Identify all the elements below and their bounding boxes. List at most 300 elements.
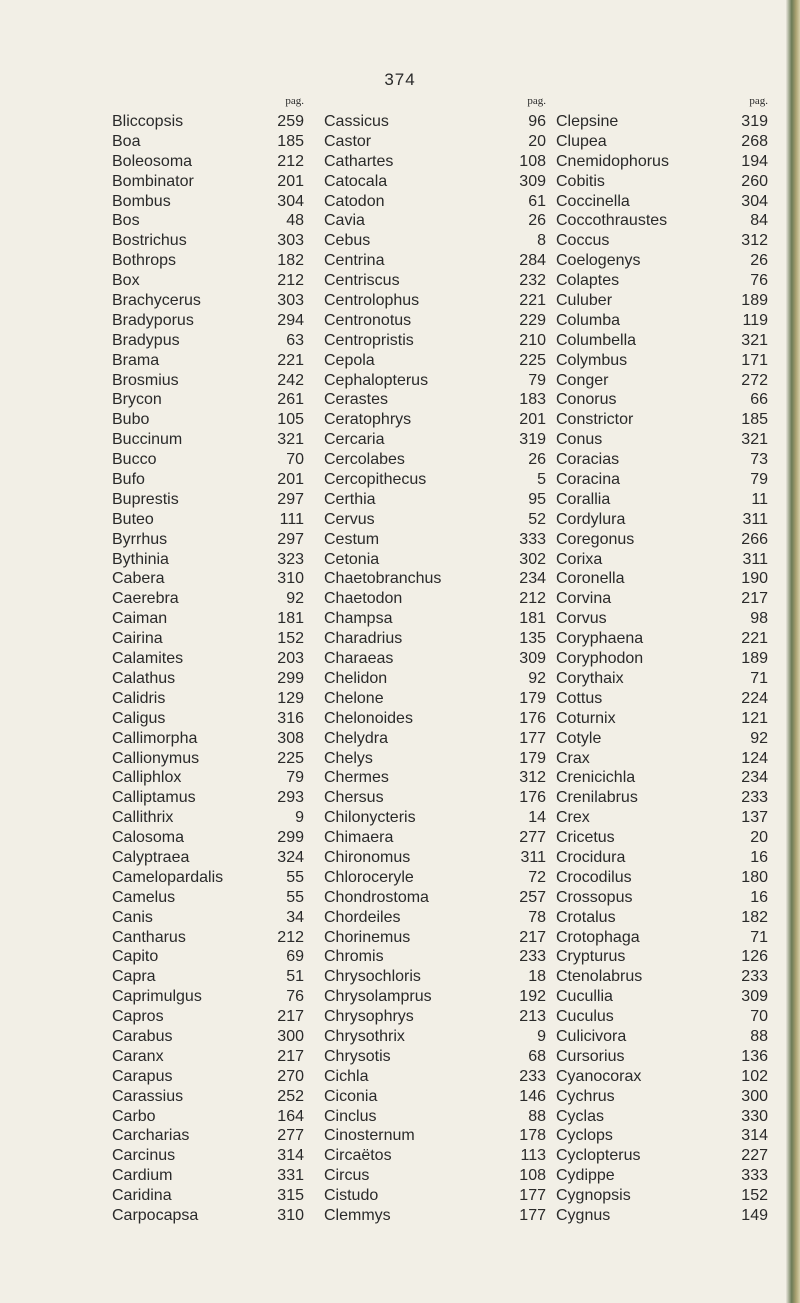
index-entry <box>112 649 304 669</box>
entry-page: 217 <box>277 1047 304 1065</box>
entry-name: Boleosoma <box>112 152 193 170</box>
index-entry <box>324 888 546 908</box>
entry-name: Bradypus <box>112 331 180 349</box>
entry-page: 177 <box>519 1206 546 1224</box>
index-entry <box>324 172 546 192</box>
entry-name: Carbo <box>112 1107 156 1125</box>
index-entry <box>556 1166 768 1186</box>
index-entry <box>556 609 768 629</box>
entry-page: 321 <box>741 331 768 349</box>
index-entry <box>112 947 304 967</box>
entry-name: Champsa <box>324 610 393 628</box>
entry-name: Chironomus <box>324 848 411 866</box>
entry-name: Corvus <box>556 610 607 628</box>
index-entry <box>324 490 546 510</box>
entry-page: 321 <box>277 431 304 449</box>
entry-page: 8 <box>537 232 546 250</box>
entry-name: Constrictor <box>556 411 634 429</box>
index-entry <box>556 848 768 868</box>
index-entry <box>556 928 768 948</box>
entry-name: Charaeas <box>324 650 394 668</box>
entry-page: 312 <box>519 769 546 787</box>
entry-name: Brosmius <box>112 371 179 389</box>
entry-name: Cassicus <box>324 113 389 130</box>
entry-page: 234 <box>519 570 546 588</box>
entry-name: Cardium <box>112 1167 173 1185</box>
entry-name: Carcinus <box>112 1147 176 1165</box>
entry-page: 252 <box>277 1087 304 1105</box>
entry-page: 5 <box>537 471 546 489</box>
entry-name: Cabera <box>112 570 165 588</box>
index-entry <box>556 689 768 709</box>
entry-page: 333 <box>519 530 546 548</box>
index-entry <box>112 172 304 192</box>
entry-name: Caranx <box>112 1047 164 1065</box>
entry-name: Centronotus <box>324 311 412 329</box>
index-entry <box>556 390 768 410</box>
index-entry <box>556 749 768 769</box>
entry-name: Bradyporus <box>112 311 194 329</box>
entry-page: 293 <box>277 789 304 807</box>
index-entry <box>324 1087 546 1107</box>
index-entry <box>112 669 304 689</box>
index-entry <box>112 808 304 828</box>
page-edge <box>786 0 800 1303</box>
entry-page: 88 <box>750 1027 768 1045</box>
entry-name: Coryphodon <box>556 650 644 668</box>
index-entry <box>324 709 546 729</box>
entry-name: Cairina <box>112 630 163 648</box>
entry-page: 9 <box>537 1027 546 1045</box>
entry-page: 225 <box>519 351 546 369</box>
entry-page: 212 <box>277 152 304 170</box>
index-entry <box>556 291 768 311</box>
entry-name: Chrysotis <box>324 1047 391 1065</box>
entry-page: 221 <box>277 351 304 369</box>
entry-page: 55 <box>286 868 304 886</box>
entry-page: 330 <box>741 1107 768 1125</box>
entry-page: 14 <box>528 809 546 827</box>
entry-name: Coturnix <box>556 709 616 727</box>
entry-page: 177 <box>519 729 546 747</box>
index-entry <box>324 928 546 948</box>
entry-page: 233 <box>519 948 546 966</box>
entry-page: 217 <box>277 1008 304 1026</box>
index-entry <box>556 192 768 212</box>
entry-name: Cepola <box>324 351 375 369</box>
entry-page: 229 <box>519 311 546 329</box>
pag-label: pag. <box>749 95 768 107</box>
entry-name: Box <box>112 272 140 290</box>
entry-page: 16 <box>750 848 768 866</box>
entry-name: Chrysothrix <box>324 1027 405 1045</box>
entry-name: Calliphlox <box>112 769 182 787</box>
entry-page: 176 <box>519 789 546 807</box>
entry-page: 18 <box>528 968 546 986</box>
entry-name: Circus <box>324 1167 370 1185</box>
entry-name: Caerebra <box>112 590 179 608</box>
entry-page: 319 <box>519 431 546 449</box>
index-entry <box>112 192 304 212</box>
index-entry <box>112 609 304 629</box>
entry-name: Brachycerus <box>112 292 201 310</box>
page-number: 374 <box>384 70 416 89</box>
index-entry <box>324 729 546 749</box>
entry-page: 126 <box>741 948 768 966</box>
entry-page: 224 <box>741 689 768 707</box>
entry-name: Cichla <box>324 1067 369 1085</box>
entry-page: 136 <box>741 1047 768 1065</box>
index-entry <box>324 251 546 271</box>
entry-name: Corythaix <box>556 669 624 687</box>
entry-name: Culuber <box>556 292 613 310</box>
entry-page: 314 <box>741 1127 768 1145</box>
index-entry <box>112 390 304 410</box>
entry-page: 92 <box>286 590 304 608</box>
index-entry <box>556 908 768 928</box>
entry-page: 270 <box>277 1067 304 1085</box>
entry-page: 66 <box>750 391 768 409</box>
entry-page: 135 <box>519 630 546 648</box>
index-entry <box>556 371 768 391</box>
entry-name: Carcharias <box>112 1127 190 1145</box>
entry-page: 234 <box>741 769 768 787</box>
index-entry <box>324 689 546 709</box>
entry-page: 137 <box>741 809 768 827</box>
entry-name: Capros <box>112 1008 164 1026</box>
entry-page: 111 <box>279 510 304 528</box>
entry-name: Chermes <box>324 769 389 787</box>
entry-page: 181 <box>519 610 546 628</box>
index-entry <box>112 1107 304 1127</box>
entry-name: Bombus <box>112 192 171 210</box>
index-entry <box>556 152 768 172</box>
entry-page: 315 <box>277 1187 304 1205</box>
entry-name: Chordeiles <box>324 908 401 926</box>
entry-name: Crax <box>556 749 590 767</box>
entry-name: Brama <box>112 351 160 369</box>
entry-page: 102 <box>741 1067 768 1085</box>
entry-page: 309 <box>741 988 768 1006</box>
entry-page: 48 <box>286 212 304 230</box>
entry-page: 16 <box>750 888 768 906</box>
index-entry <box>324 1067 546 1087</box>
entry-page: 303 <box>277 292 304 310</box>
index-entry <box>324 1206 546 1226</box>
index-entry <box>324 211 546 231</box>
entry-name: Calosoma <box>112 829 185 847</box>
index-entry <box>324 768 546 788</box>
index-entry <box>324 1166 546 1186</box>
entry-name: Coronella <box>556 570 625 588</box>
entry-page: 70 <box>286 451 304 469</box>
index-entry <box>112 331 304 351</box>
index-entry <box>556 251 768 271</box>
entry-name: Capito <box>112 948 159 966</box>
entry-name: Cavia <box>324 212 365 230</box>
index-entry <box>324 450 546 470</box>
entry-name: Bufo <box>112 471 145 489</box>
entry-name: Chelidon <box>324 669 388 687</box>
entry-name: Centrolophus <box>324 292 420 310</box>
entry-page: 261 <box>277 391 304 409</box>
entry-page: 300 <box>741 1087 768 1105</box>
entry-name: Cantharus <box>112 928 186 946</box>
entry-page: 20 <box>528 132 546 150</box>
entry-name: Chaetodon <box>324 590 403 608</box>
entry-page: 152 <box>741 1187 768 1205</box>
entry-name: Cobitis <box>556 172 605 190</box>
entry-page: 71 <box>750 928 768 946</box>
entry-name: Caprimulgus <box>112 988 202 1006</box>
index-entry <box>556 788 768 808</box>
entry-page: 309 <box>519 172 546 190</box>
entry-page: 164 <box>277 1107 304 1125</box>
entry-page: 311 <box>520 848 546 866</box>
entry-page: 201 <box>277 172 304 190</box>
index-entry <box>112 749 304 769</box>
index-entry <box>324 669 546 689</box>
index-entry <box>112 729 304 749</box>
entry-name: Colymbus <box>556 351 628 369</box>
index-entry <box>324 848 546 868</box>
entry-page: 233 <box>741 968 768 986</box>
index-entry <box>556 510 768 530</box>
entry-page: 185 <box>741 411 768 429</box>
entry-name: Coracina <box>556 471 621 489</box>
entry-name: Certhia <box>324 490 376 508</box>
entry-name: Calyptraea <box>112 848 190 866</box>
entry-name: Ceratophrys <box>324 411 412 429</box>
index-entry <box>324 351 546 371</box>
entry-name: Cursorius <box>556 1047 625 1065</box>
index-entry <box>556 808 768 828</box>
entry-name: Cordylura <box>556 510 626 528</box>
entry-page: 233 <box>741 789 768 807</box>
entry-name: Ctenolabrus <box>556 968 643 986</box>
entry-name: Chloroceryle <box>324 868 414 886</box>
entry-page: 84 <box>750 212 768 230</box>
entry-page: 176 <box>519 709 546 727</box>
entry-page: 257 <box>519 888 546 906</box>
entry-name: Bombinator <box>112 172 194 190</box>
index-entry <box>112 430 304 450</box>
entry-page: 210 <box>519 331 546 349</box>
index-entry <box>324 550 546 570</box>
entry-name: Bos <box>112 212 140 230</box>
entry-page: 152 <box>277 630 304 648</box>
entry-name: Buprestis <box>112 490 179 508</box>
index-entry <box>556 1067 768 1087</box>
index-entry <box>556 172 768 192</box>
entry-name: Centriscus <box>324 272 400 290</box>
index-entry <box>556 1107 768 1127</box>
entry-page: 113 <box>520 1147 546 1165</box>
entry-name: Charadrius <box>324 630 403 648</box>
entry-name: Chelone <box>324 689 384 707</box>
entry-name: Buteo <box>112 510 154 528</box>
index-entry <box>112 848 304 868</box>
entry-page: 212 <box>519 590 546 608</box>
entry-page: 76 <box>286 988 304 1006</box>
entry-name: Centropristis <box>324 331 414 349</box>
entry-name: Coccus <box>556 232 610 250</box>
index-entry <box>324 967 546 987</box>
index-entry <box>556 351 768 371</box>
index-entry <box>324 510 546 530</box>
entry-page: 63 <box>286 331 304 349</box>
entry-page: 311 <box>742 510 768 528</box>
index-entry <box>324 749 546 769</box>
index-entry <box>324 331 546 351</box>
entry-name: Callionymus <box>112 749 200 767</box>
index-entry <box>112 1027 304 1047</box>
entry-page: 260 <box>741 172 768 190</box>
entry-name: Coryphaena <box>556 630 644 648</box>
entry-name: Culicivora <box>556 1027 627 1045</box>
index-column-1 <box>112 95 304 1226</box>
entry-name: Bostrichus <box>112 232 187 250</box>
entry-page: 266 <box>741 530 768 548</box>
index-entry <box>556 410 768 430</box>
entry-name: Carabus <box>112 1027 173 1045</box>
index-entry <box>556 868 768 888</box>
index-entry <box>324 609 546 629</box>
index-entry <box>556 112 768 132</box>
entry-name: Cydippe <box>556 1167 615 1185</box>
index-entry <box>112 1126 304 1146</box>
index-entry <box>556 589 768 609</box>
entry-page: 96 <box>528 113 546 130</box>
index-entry <box>556 530 768 550</box>
entry-name: Chelys <box>324 749 373 767</box>
entry-name: Cebus <box>324 232 371 250</box>
index-entry <box>112 629 304 649</box>
index-entry <box>324 410 546 430</box>
entry-name: Calidris <box>112 689 166 707</box>
entry-page: 51 <box>286 968 304 986</box>
entry-page: 225 <box>277 749 304 767</box>
index-entry <box>112 1047 304 1067</box>
index-entry <box>324 868 546 888</box>
index-entry <box>556 311 768 331</box>
entry-page: 78 <box>528 908 546 926</box>
entry-page: 177 <box>519 1187 546 1205</box>
entry-name: Calliptamus <box>112 789 196 807</box>
index-entry <box>324 1007 546 1027</box>
entry-page: 217 <box>519 928 546 946</box>
entry-page: 179 <box>519 689 546 707</box>
entry-page: 297 <box>277 490 304 508</box>
index-entry <box>556 947 768 967</box>
index-entry <box>556 629 768 649</box>
entry-name: Cottus <box>556 689 603 707</box>
entry-page: 52 <box>528 510 546 528</box>
entry-page: 299 <box>277 669 304 687</box>
entry-name: Columba <box>556 311 621 329</box>
entry-page: 299 <box>277 829 304 847</box>
entry-name: Chrysophrys <box>324 1008 414 1026</box>
entry-page: 324 <box>277 848 304 866</box>
index-entry <box>324 430 546 450</box>
entry-page: 11 <box>751 490 768 508</box>
entry-page: 98 <box>750 610 768 628</box>
entry-page: 26 <box>528 212 546 230</box>
entry-name: Chelydra <box>324 729 389 747</box>
index-entry <box>556 649 768 669</box>
entry-name: Cercaria <box>324 431 385 449</box>
entry-name: Cricetus <box>556 829 615 847</box>
entry-name: Crex <box>556 809 590 827</box>
entry-name: Coccothraustes <box>556 212 668 230</box>
entry-name: Crossopus <box>556 888 633 906</box>
index-entry <box>112 132 304 152</box>
entry-page: 242 <box>277 371 304 389</box>
entry-page: 34 <box>286 908 304 926</box>
index-entry <box>112 1166 304 1186</box>
entry-page: 277 <box>519 829 546 847</box>
index-entry <box>556 550 768 570</box>
index-entry <box>112 1186 304 1206</box>
entry-name: Chondrostoma <box>324 888 429 906</box>
index-entry <box>556 430 768 450</box>
index-entry <box>112 490 304 510</box>
index-entry <box>324 152 546 172</box>
index-entry <box>324 629 546 649</box>
index-entry <box>112 709 304 729</box>
index-entry <box>324 192 546 212</box>
entry-page: 108 <box>519 1167 546 1185</box>
entry-page: 105 <box>277 411 304 429</box>
entry-page: 190 <box>741 570 768 588</box>
index-entry <box>112 1067 304 1087</box>
entry-page: 331 <box>277 1167 304 1185</box>
entry-name: Chilonycteris <box>324 809 416 827</box>
index-entry <box>112 1206 304 1226</box>
entry-page: 179 <box>519 749 546 767</box>
entry-name: Cygnus <box>556 1206 611 1224</box>
entry-name: Chimaera <box>324 829 394 847</box>
entry-page: 61 <box>528 192 546 210</box>
entry-name: Cistudo <box>324 1187 379 1205</box>
entry-name: Chrysolamprus <box>324 988 432 1006</box>
index-entry <box>112 888 304 908</box>
index-entry <box>556 490 768 510</box>
entry-page: 146 <box>519 1087 546 1105</box>
index-entry <box>556 987 768 1007</box>
entry-name: Bubo <box>112 411 150 429</box>
index-entry <box>112 410 304 430</box>
entry-name: Buccinum <box>112 431 183 449</box>
index-entry <box>324 1027 546 1047</box>
entry-name: Conus <box>556 431 603 449</box>
index-entry <box>112 291 304 311</box>
index-entry <box>556 1146 768 1166</box>
index-entry <box>112 450 304 470</box>
index-entry <box>324 271 546 291</box>
index-entry <box>324 569 546 589</box>
entry-page: 297 <box>277 530 304 548</box>
entry-name: Crotophaga <box>556 928 640 946</box>
index-entry <box>556 1007 768 1027</box>
entry-page: 79 <box>750 471 768 489</box>
index-entry <box>324 828 546 848</box>
index-entry <box>112 589 304 609</box>
entry-name: Cinclus <box>324 1107 377 1125</box>
entry-name: Catocala <box>324 172 388 190</box>
entry-name: Carapus <box>112 1067 173 1085</box>
index-entry <box>324 908 546 928</box>
